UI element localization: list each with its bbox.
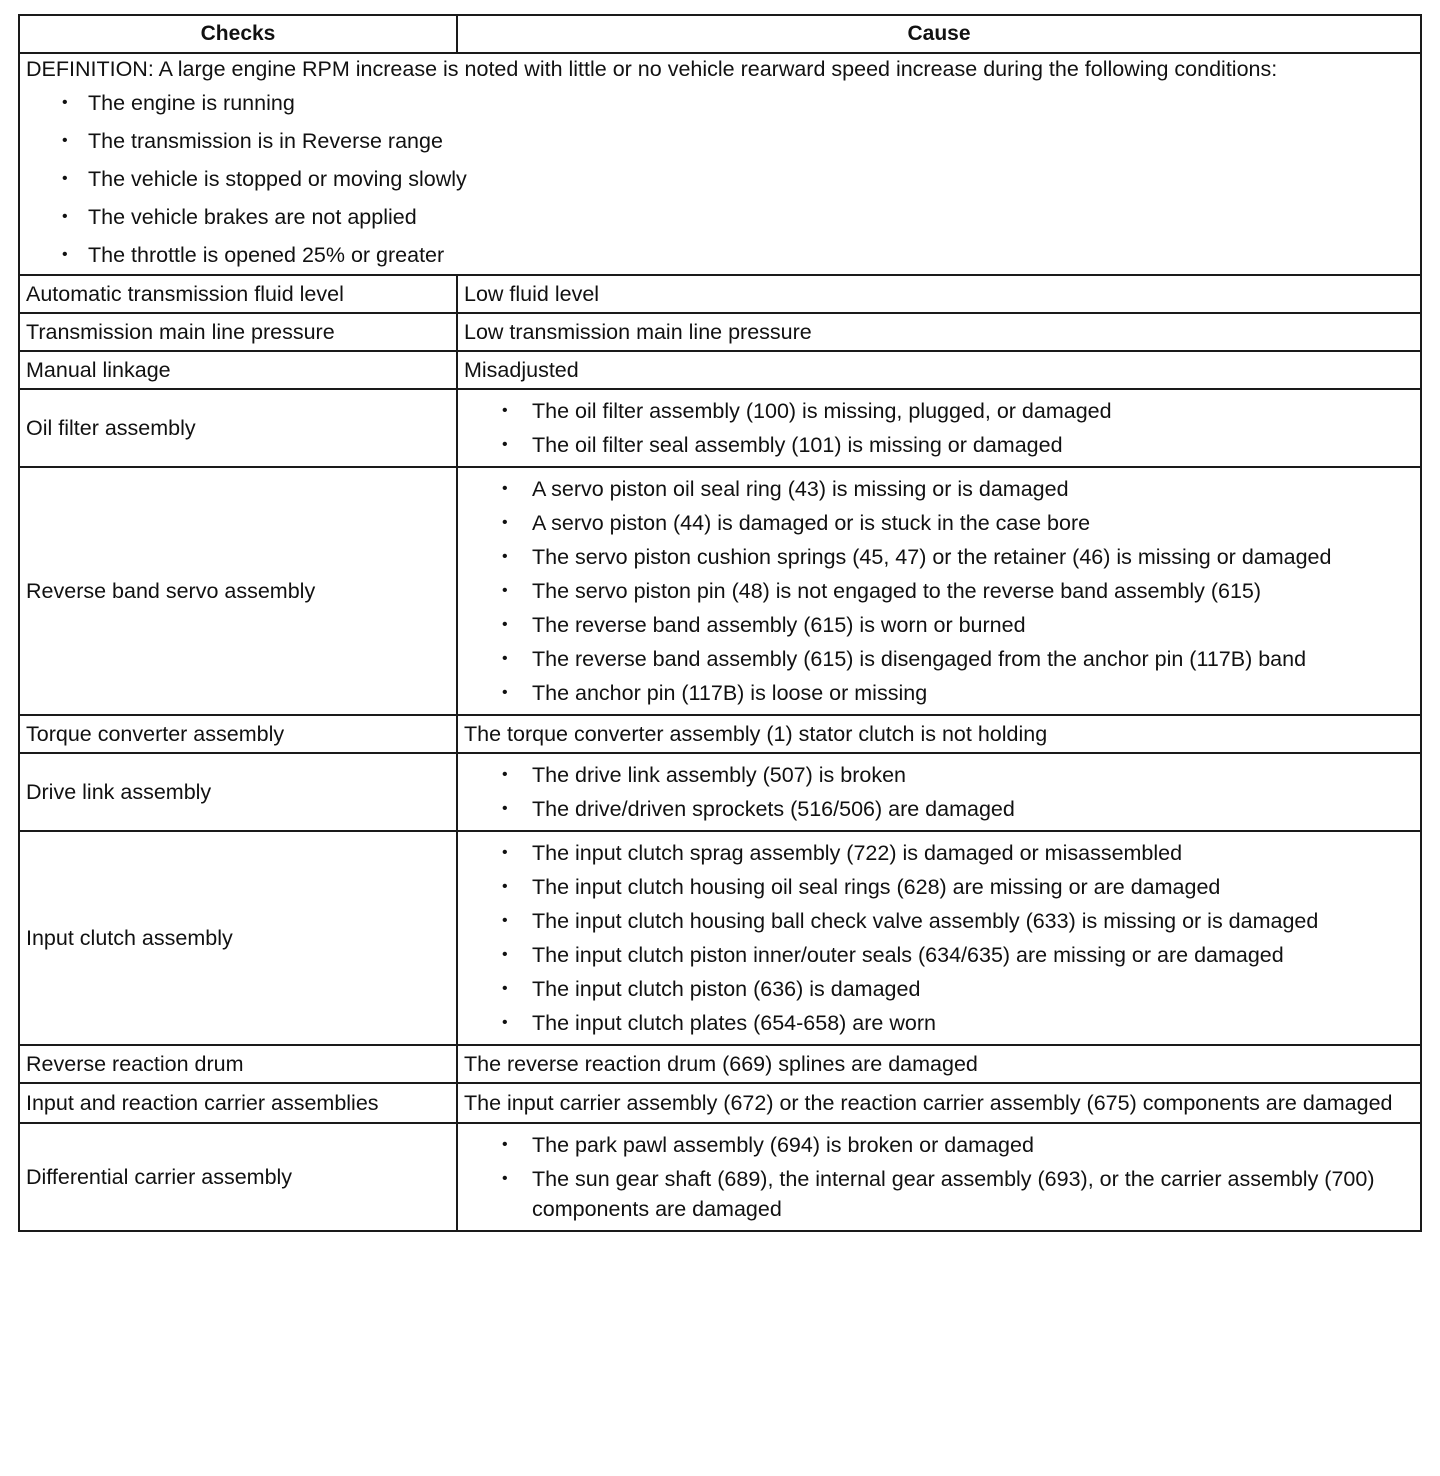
cause-cell (457, 1123, 1421, 1231)
cause-item: • The oil filter seal assembly (101) is missing or damaged (464, 430, 1414, 460)
table-row (19, 351, 1421, 389)
header-row (19, 15, 1421, 53)
check-cell: Reverse reaction drum (19, 1045, 457, 1083)
cause-cell (457, 753, 1421, 831)
condition-item: • The engine is running (26, 84, 1414, 122)
cause-cell (457, 467, 1421, 715)
cause-cell: The torque converter assembly (1) stator clutch is not holding (457, 715, 1421, 753)
definition-row (19, 53, 1421, 275)
check-cell: Reverse band servo assembly (19, 467, 457, 715)
cause-item: • The input clutch sprag assembly (722) is damaged or misassembled (464, 838, 1414, 868)
cause-item: • The park pawl assembly (694) is broken or damaged (464, 1130, 1414, 1160)
condition-list (26, 84, 1414, 274)
cause-cell (457, 831, 1421, 1045)
checks-header: Checks (19, 15, 457, 53)
table-row (19, 715, 1421, 753)
cause-item: • The servo piston pin (48) is not engaged to the reverse band assembly (615) (464, 576, 1414, 606)
cause-list (464, 468, 1414, 714)
diagnostic-table (18, 14, 1422, 1232)
cause-item: • The servo piston cushion springs (45, 47) or the retainer (46) is missing or damaged (464, 542, 1414, 572)
cause-item: • A servo piston (44) is damaged or is stuck in the case bore (464, 508, 1414, 538)
cause-list (464, 832, 1414, 1044)
definition-text: DEFINITION: A large engine RPM increase is noted with little or no vehicle rearward speed increase during the following conditions: (26, 57, 1278, 81)
table-row (19, 831, 1421, 1045)
check-cell: Differential carrier assembly (19, 1123, 457, 1231)
cause-item: • The reverse band assembly (615) is worn or burned (464, 610, 1414, 640)
cause-cell: Misadjusted (457, 351, 1421, 389)
cause-item: • The oil filter assembly (100) is missing, plugged, or damaged (464, 396, 1414, 426)
condition-item: • The vehicle is stopped or moving slowly (26, 160, 1414, 198)
cause-cell: The reverse reaction drum (669) splines are damaged (457, 1045, 1421, 1083)
cause-item: • The input clutch housing ball check valve assembly (633) is missing or is damaged (464, 906, 1414, 936)
condition-item: • The throttle is opened 25% or greater (26, 236, 1414, 274)
cause-list (464, 1124, 1414, 1230)
check-cell: Input clutch assembly (19, 831, 457, 1045)
table-row (19, 753, 1421, 831)
cause-cell (457, 389, 1421, 467)
table-row (19, 389, 1421, 467)
cause-item: • The input clutch piston inner/outer seals (634/635) are missing or are damaged (464, 940, 1414, 970)
definition-cell (19, 53, 1421, 275)
table-row (19, 467, 1421, 715)
cause-item: • The drive/driven sprockets (516/506) are damaged (464, 794, 1414, 824)
table-row (19, 1083, 1421, 1123)
cause-item: • The reverse band assembly (615) is disengaged from the anchor pin (117B) band (464, 644, 1414, 674)
table-row (19, 275, 1421, 313)
table-row (19, 1123, 1421, 1231)
check-cell: Input and reaction carrier assemblies (19, 1083, 457, 1123)
table-row (19, 313, 1421, 351)
condition-item: • The transmission is in Reverse range (26, 122, 1414, 160)
cause-item: • The input clutch piston (636) is damaged (464, 974, 1414, 1004)
check-cell: Automatic transmission fluid level (19, 275, 457, 313)
cause-list (464, 390, 1414, 466)
check-cell: Torque converter assembly (19, 715, 457, 753)
condition-item: • The vehicle brakes are not applied (26, 198, 1414, 236)
check-cell: Manual linkage (19, 351, 457, 389)
cause-cell: Low fluid level (457, 275, 1421, 313)
cause-header: Cause (457, 15, 1421, 53)
cause-item: • The anchor pin (117B) is loose or missing (464, 678, 1414, 708)
cause-item: • The input clutch plates (654-658) are worn (464, 1008, 1414, 1038)
check-cell: Drive link assembly (19, 753, 457, 831)
cause-item: • The drive link assembly (507) is broken (464, 760, 1414, 790)
check-cell: Oil filter assembly (19, 389, 457, 467)
table-row (19, 1045, 1421, 1083)
cause-item: • A servo piston oil seal ring (43) is missing or is damaged (464, 474, 1414, 504)
cause-list (464, 754, 1414, 830)
cause-item: • The input clutch housing oil seal rings (628) are missing or are damaged (464, 872, 1414, 902)
cause-cell: The input carrier assembly (672) or the reaction carrier assembly (675) components are damaged (457, 1083, 1421, 1123)
cause-item: • The sun gear shaft (689), the internal gear assembly (693), or the carrier assembly (700) components are damaged (464, 1164, 1414, 1224)
check-cell: Transmission main line pressure (19, 313, 457, 351)
cause-cell: Low transmission main line pressure (457, 313, 1421, 351)
